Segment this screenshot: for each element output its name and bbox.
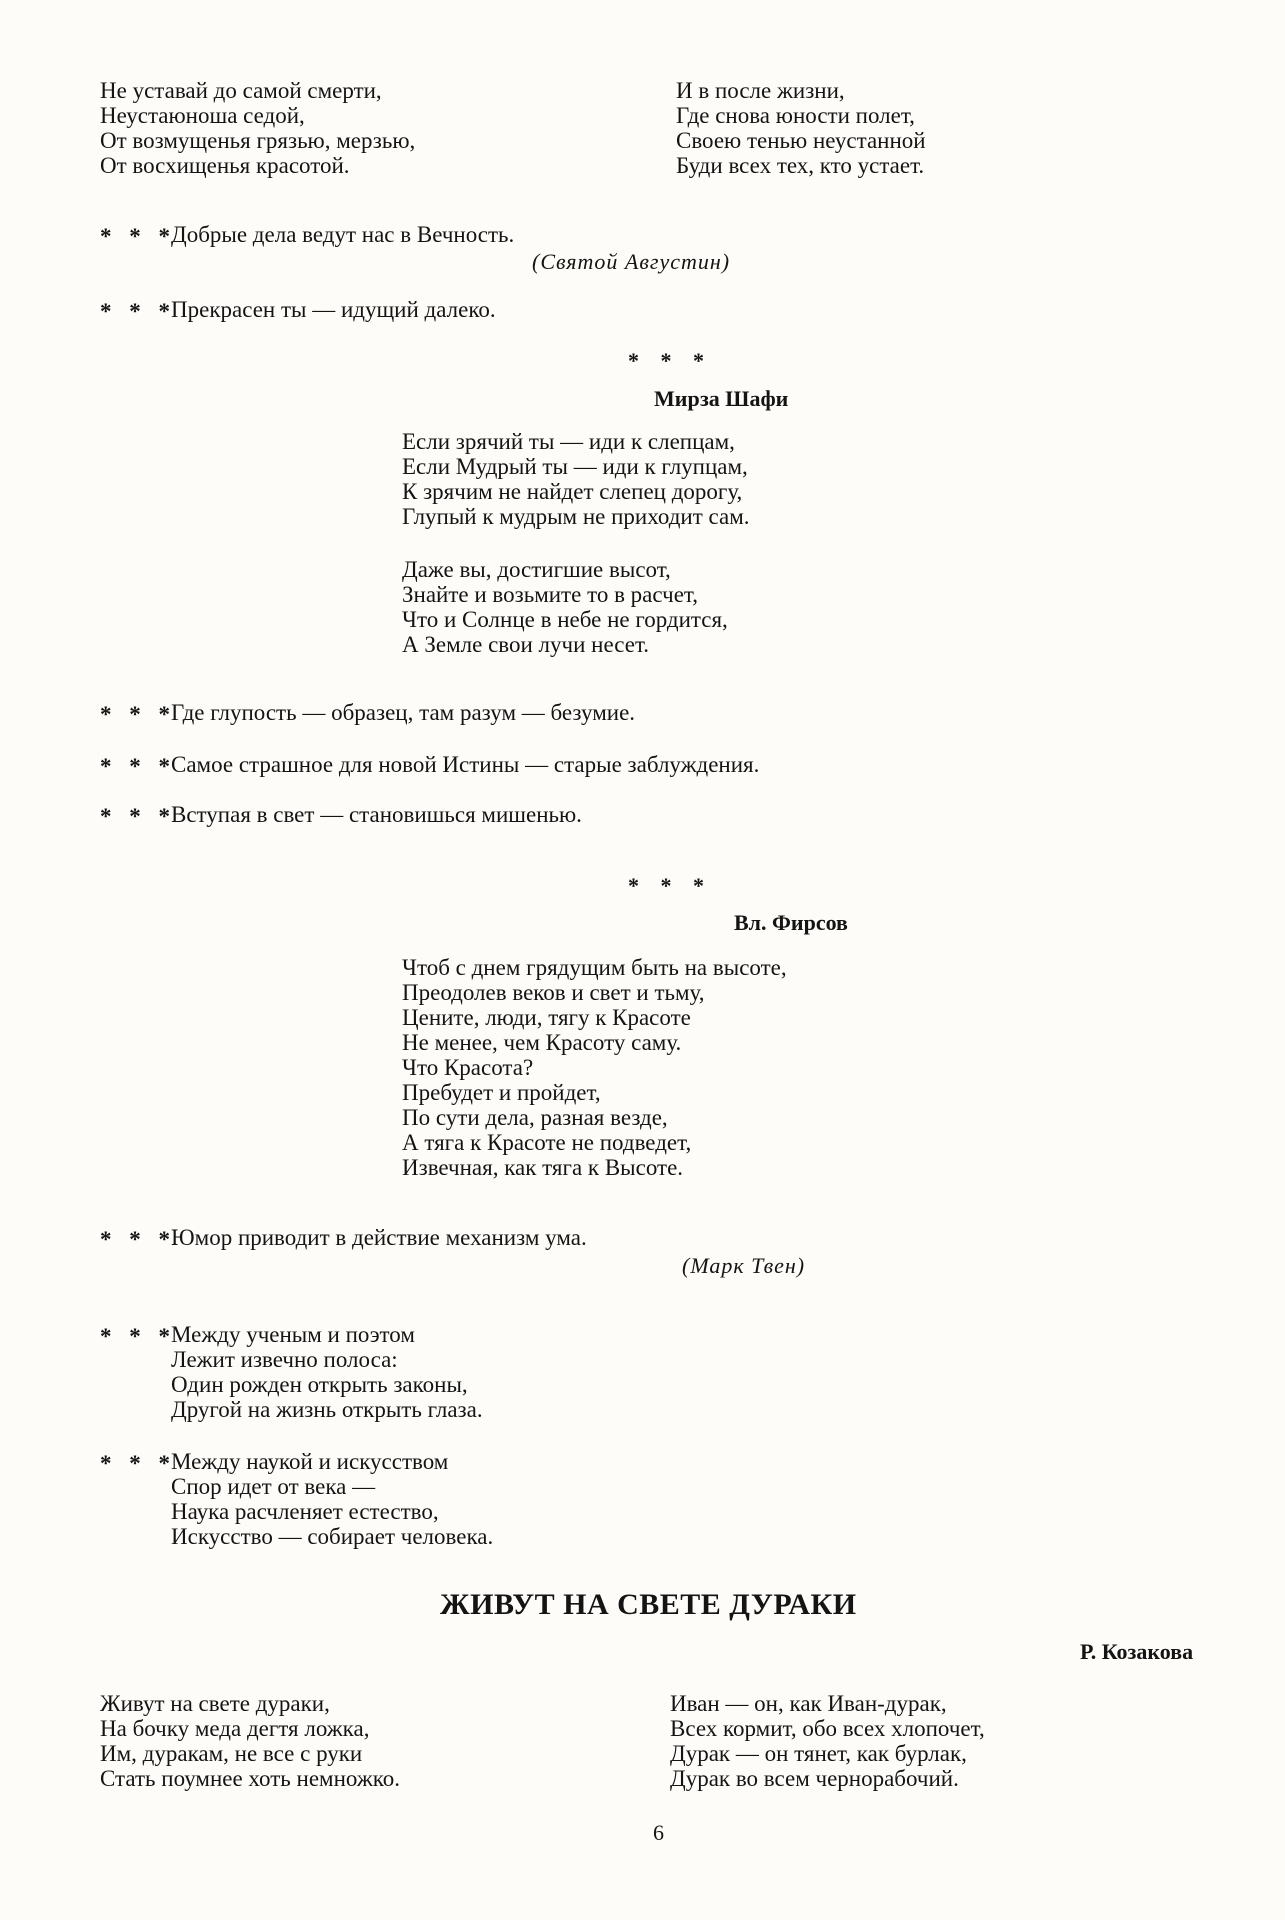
poem-line: К зрячим не найдет слепец дорогу,: [402, 479, 743, 504]
section-author: Р. Козакова: [1080, 1639, 1194, 1664]
poem-line: Между наукой и искусством: [171, 1449, 449, 1474]
poem-line: Иван — он, как Иван-дурак,: [670, 1691, 947, 1716]
poem-line: Дурак во всем чернорабочий.: [670, 1766, 959, 1791]
mirza-stanza-1: [402, 429, 750, 529]
poem-line: Не менее, чем Красоту саму.: [402, 1030, 682, 1055]
firsov-poem: [402, 955, 787, 1180]
bullet-stars: * * *: [100, 754, 176, 779]
poem-line: Дурак — он тянет, как бурлак,: [670, 1741, 967, 1766]
poem-line: Что и Солнце в небе не гордится,: [402, 607, 728, 632]
bullet-stars: * * *: [100, 299, 176, 324]
poem-line: Буди всех тех, кто устает.: [676, 153, 925, 178]
bullet-stars: * * *: [100, 1227, 176, 1252]
section-author: Вл. Фирсов: [734, 910, 848, 935]
top-poem-left-column: [100, 78, 415, 178]
poem-line: От восхищенья красотой.: [100, 153, 350, 178]
final-poem-left-column: [100, 1691, 400, 1791]
poem-line: Даже вы, достигшие высот,: [402, 557, 671, 582]
poem-line: Знайте и возьмите то в расчет,: [402, 582, 698, 607]
poem-line: Преодолев веков и свет и тьму,: [402, 980, 705, 1005]
poem-line: Лежит извечно полоса:: [171, 1347, 398, 1372]
poem-line: Если зрячий ты — иди к слепцам,: [402, 429, 735, 454]
poem-line: Чтоб с днем грядущим быть на высоте,: [402, 955, 787, 980]
aphorism-text: Где глупость — образец, там разум — безумие.: [171, 700, 636, 725]
mirza-stanza-2: [402, 557, 728, 657]
poem-line: Не уставай до самой смерти,: [100, 78, 382, 103]
poem-line: Спор идет от века —: [171, 1474, 376, 1499]
section-title: ЖИВУТ НА СВЕТЕ ДУРАКИ: [440, 1588, 857, 1621]
section-stars: * * *: [628, 873, 712, 898]
poem-line: И в после жизни,: [676, 78, 845, 103]
aphorism-text: Прекрасен ты — идущий далеко.: [171, 297, 496, 322]
aphorism-text: Юмор приводит в действие механизм ума.: [171, 1225, 587, 1250]
poem-line: На бочку меда дегтя ложка,: [100, 1716, 370, 1741]
poem-line: Им, дуракам, не все с руки: [100, 1741, 363, 1766]
poem-line: Если Мудрый ты — иди к глупцам,: [402, 454, 748, 479]
bullet-stars: * * *: [100, 1451, 176, 1476]
bullet-stars: * * *: [100, 804, 176, 829]
poem-line: Другой на жизнь открыть глаза.: [171, 1397, 483, 1422]
section-author: Мирза Шафи: [654, 386, 789, 411]
poem-line: А Земле свои лучи несет.: [402, 632, 650, 657]
poem-line: Что Красота?: [402, 1055, 534, 1080]
poem-line: Живут на свете дураки,: [100, 1691, 330, 1716]
poem-line: Стать поумнее хоть немножко.: [100, 1766, 400, 1791]
poem-line: Искусство — собирает человека.: [171, 1524, 494, 1549]
poem-line: Глупый к мудрым не приходит сам.: [402, 504, 750, 529]
poem-line: Неустаюноша седой,: [100, 103, 305, 128]
bullet-stars: * * *: [100, 702, 176, 727]
poem-line: А тяга к Красоте не подведет,: [402, 1130, 692, 1155]
bullet-stars: * * *: [100, 224, 176, 249]
poem-line: Пребудет и пройдет,: [402, 1080, 601, 1105]
poem-line: По сути дела, разная везде,: [402, 1105, 668, 1130]
poem-line: Своею тенью неустанной: [676, 128, 926, 153]
aphorism-verse: [171, 1449, 493, 1549]
poem-line: Один рожден открыть законы,: [171, 1372, 468, 1397]
aphorism-verse: [171, 1322, 483, 1422]
aphorism-text: Самое страшное для новой Истины — старые заблуждения.: [171, 752, 760, 777]
poem-line: От возмущенья грязью, мерзью,: [100, 128, 416, 153]
section-stars: * * *: [628, 348, 712, 373]
aphorism-attribution: (Марк Твен): [682, 1253, 806, 1278]
bullet-stars: * * *: [100, 1324, 176, 1349]
poem-line: Наука расчленяет естество,: [171, 1499, 439, 1524]
poem-line: Где снова юности полет,: [676, 103, 915, 128]
poem-line: Цените, люди, тягу к Красоте: [402, 1005, 691, 1030]
page-number: 6: [653, 1820, 664, 1845]
aphorism-text: Добрые дела ведут нас в Вечность.: [171, 222, 515, 247]
poem-line: Между ученым и поэтом: [171, 1322, 415, 1347]
poem-line: Всех кормит, обо всех хлопочет,: [670, 1716, 985, 1741]
aphorism-text: Вступая в свет — становишься мишенью.: [171, 802, 582, 827]
top-poem-right-column: [676, 78, 926, 178]
aphorism-attribution: (Святой Августин): [532, 249, 731, 274]
final-poem-right-column: [670, 1691, 985, 1791]
poem-line: Извечная, как тяга к Высоте.: [402, 1155, 684, 1180]
